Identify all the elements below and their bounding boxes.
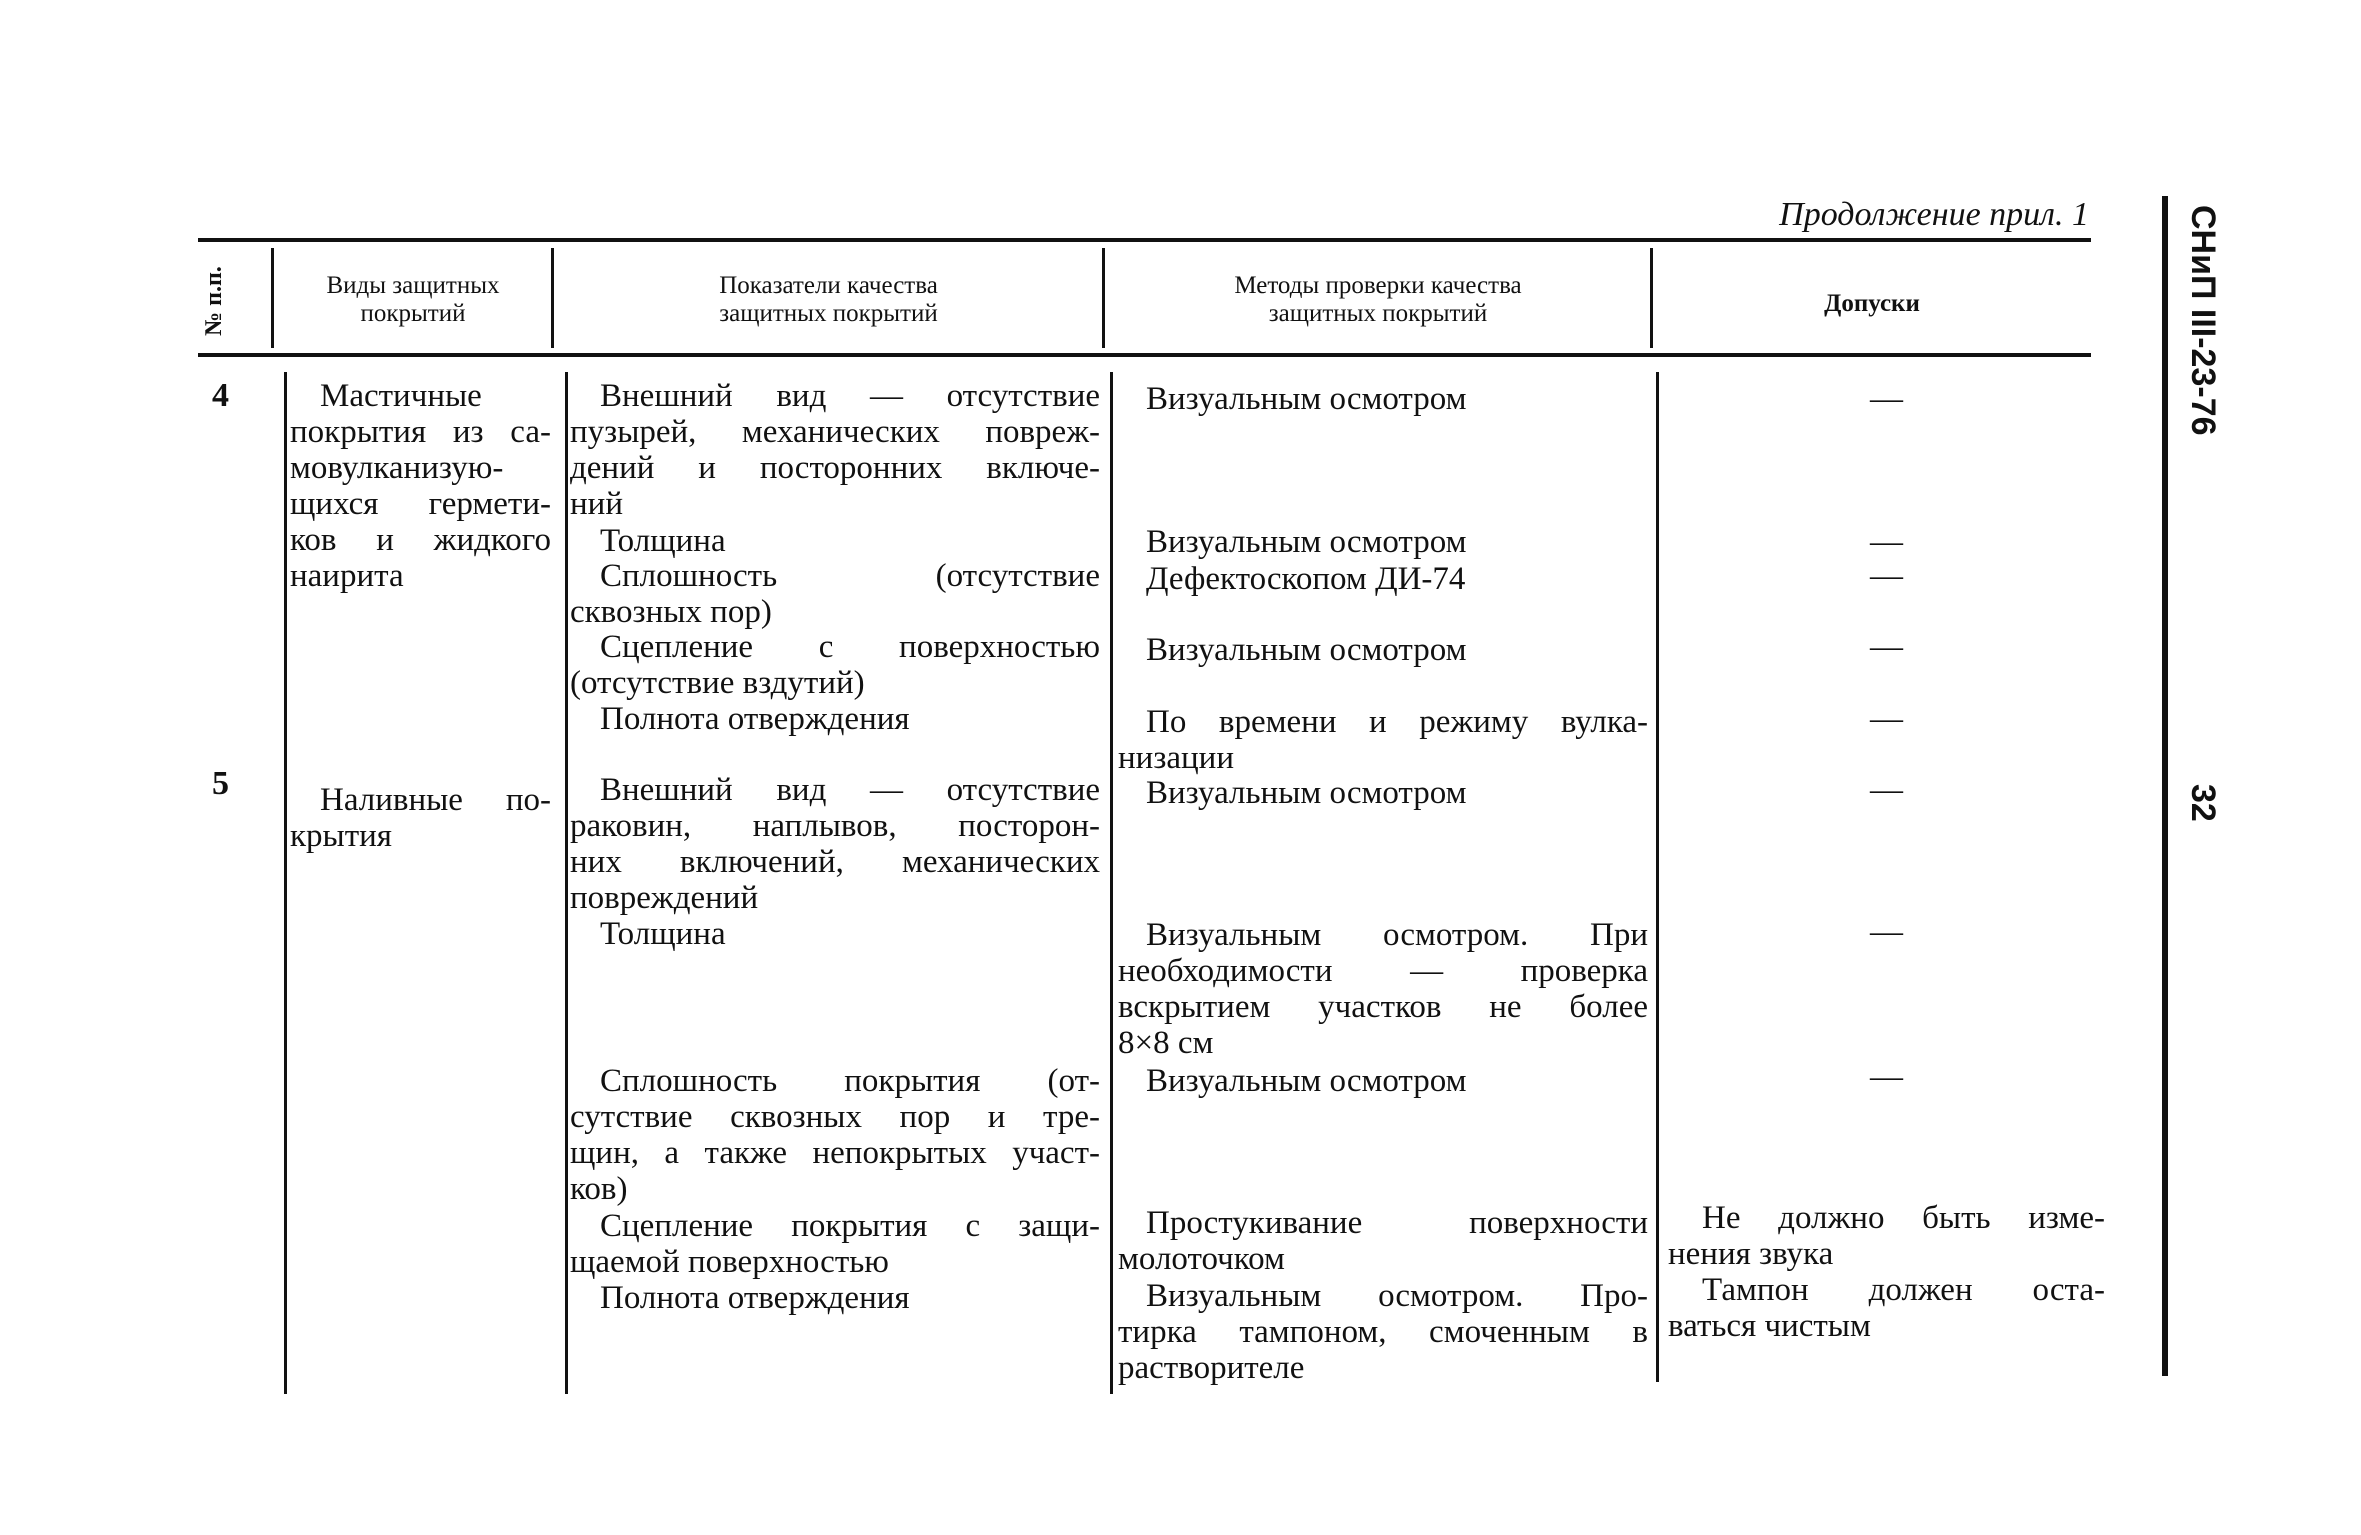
method-line: Визуальным осмотром. Про- (1146, 1278, 1648, 1314)
indicator-line: Толщина (600, 523, 726, 559)
method-line: необходимости — проверка (1118, 953, 1648, 989)
tolerance-dash: — (1870, 772, 1903, 808)
indicator-line: сквозных пор) (570, 594, 772, 630)
indicator-line: (отсутствие вздутий) (570, 665, 865, 701)
indicator-line: Внешний вид — отсутствие (600, 378, 1100, 414)
coating-type-line: Мастичные (320, 378, 482, 414)
column-divider (271, 248, 274, 348)
indicator-line: Внешний вид — отсутствие (600, 772, 1100, 808)
header-num: № п.п. (201, 266, 227, 336)
coating-type-line: покрытия из са- (290, 414, 551, 450)
method-line: Визуальным осмотром (1146, 632, 1467, 668)
method-line: Визуальным осмотром (1146, 1063, 1467, 1099)
coating-type-line: Наливные по- (320, 782, 551, 818)
method-line: Визуальным осмотром (1146, 381, 1467, 417)
method-line: молоточком (1118, 1241, 1285, 1277)
method-line: Простукивание поверхности (1146, 1205, 1648, 1241)
method-line: низации (1118, 740, 1234, 776)
method-line: растворителе (1118, 1350, 1305, 1386)
indicator-line: сутствие сквозных пор и тре- (570, 1099, 1100, 1135)
header-indicators-line: Показатели качества (719, 272, 938, 299)
column-divider (1102, 248, 1105, 348)
header-tolerances-line: Допуски (1824, 290, 1920, 317)
header-type-line: Виды защитных (326, 272, 500, 299)
method-line: Дефектоскопом ДИ-74 (1146, 561, 1466, 597)
indicator-line: раковин, наплывов, посторон- (570, 808, 1100, 844)
indicator-line: Полнота отверждения (600, 1280, 910, 1316)
method-line: 8×8 см (1118, 1025, 1214, 1061)
tolerance-dash: — (1870, 1059, 1903, 1095)
table-top-rule (198, 238, 2091, 242)
indicator-line: повреждений (570, 880, 759, 916)
header-tolerances (1654, 290, 2090, 318)
tolerance-line: нения звука (1668, 1236, 1834, 1272)
indicator-line: Полнота отверждения (600, 701, 910, 737)
tolerance-line: Не должно быть изме- (1702, 1200, 2105, 1236)
indicator-line: ков) (570, 1171, 628, 1207)
indicator-line: Сплошность (отсутствие (600, 558, 1100, 594)
row-number: 5 (212, 765, 229, 802)
column-divider (284, 372, 287, 1394)
method-line: Визуальным осмотром (1146, 524, 1467, 560)
tolerance-dash: — (1870, 701, 1903, 737)
header-type-line: покрытий (360, 300, 466, 327)
header-methods-line: защитных покрытий (1268, 300, 1488, 327)
indicator-line: Сцепление с поверхностью (600, 629, 1100, 665)
indicator-line: Сцепление покрытия с защи- (600, 1208, 1100, 1244)
indicator-line: дений и посторонних включе- (570, 450, 1100, 486)
row-number: 4 (212, 377, 229, 414)
column-divider (1650, 248, 1653, 348)
coating-type-line: крытия (290, 818, 392, 854)
tolerance-dash: — (1870, 629, 1903, 665)
indicator-line: Сплошность покрытия (от- (600, 1063, 1100, 1099)
continuation-title: Продолжение прил. 1 (1779, 196, 2089, 233)
page-side-rule (2162, 196, 2168, 1376)
column-divider (1110, 372, 1113, 1394)
tolerance-dash: — (1870, 558, 1903, 594)
coating-type-line: щихся гермети- (290, 486, 551, 522)
method-line: тирка тампоном, смоченным в (1118, 1314, 1648, 1350)
header-methods-line: Методы проверки качества (1234, 272, 1522, 299)
tolerance-line: ваться чистым (1668, 1308, 1871, 1344)
coating-type-line: наирита (290, 558, 404, 594)
tolerance-dash: — (1870, 524, 1903, 560)
method-line: Визуальным осмотром. При (1146, 917, 1648, 953)
tolerance-line: Тампон должен оста- (1702, 1272, 2105, 1308)
header-bottom-rule (198, 353, 2091, 357)
indicator-line: пузырей, механических повреж- (570, 414, 1100, 450)
method-line: вскрытием участков не более (1118, 989, 1648, 1025)
header-indicators-line: защитных покрытий (719, 300, 938, 327)
coating-type-line: мовулканизую- (290, 450, 504, 486)
page-number: 32 (2184, 784, 2222, 822)
column-divider (1656, 372, 1659, 1382)
indicator-line: Толщина (600, 916, 726, 952)
indicator-line: ний (570, 486, 623, 522)
side-doc-code: СНиП III-23-76 (2184, 205, 2222, 436)
column-divider (565, 372, 568, 1394)
coating-type-line: ков и жидкого (290, 522, 551, 558)
tolerance-dash: — (1870, 914, 1903, 950)
method-line: Визуальным осмотром (1146, 775, 1467, 811)
header-indicators (555, 272, 1102, 328)
indicator-line: щин, а также непокрытых участ- (570, 1135, 1100, 1171)
header-methods (1106, 272, 1650, 328)
header-type (275, 272, 551, 328)
method-line: По времени и режиму вулка- (1146, 704, 1648, 740)
tolerance-dash: — (1870, 381, 1903, 417)
column-divider (551, 248, 554, 348)
indicator-line: них включений, механических (570, 844, 1100, 880)
indicator-line: щаемой поверхностью (570, 1244, 889, 1280)
